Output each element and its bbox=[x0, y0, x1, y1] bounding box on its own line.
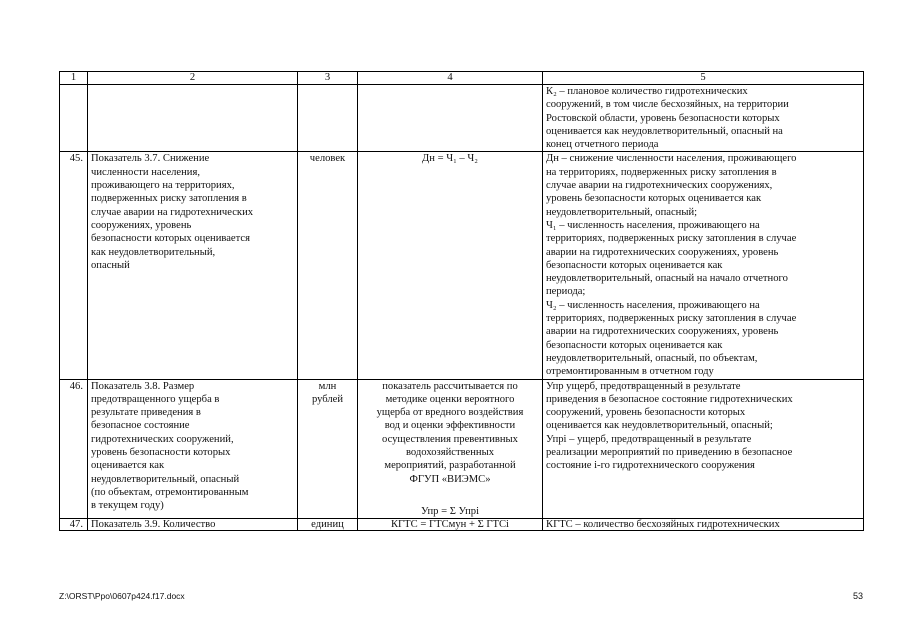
row-number: 45. bbox=[60, 152, 88, 379]
indicator-name: Показатель 3.9. Количество bbox=[88, 519, 298, 531]
formula: Упр = Σ Упрi bbox=[420, 505, 480, 517]
table-row bbox=[60, 519, 864, 531]
indicator-name: Показатель 3.8. Размер предотвращенного ущерба в результате приведения в безопасное состояние гидротехнических сооружений, уровень безопасности которых оценивается как неудовлетворительный, опасный (по объектам, отремонтированным в текущем году) bbox=[88, 379, 298, 519]
formula-method: показатель рассчитывается по методике оценки вероятного ущерба от вредного воздействия вод и оценки эффективности осуществления превентивных водохозяйственных мероприятий, разработанной ФГУП «ВИЭМС» bbox=[376, 380, 524, 485]
col-header-1: 1 bbox=[60, 72, 88, 85]
description: Дн – снижение численности населения, проживающего на территориях, подверженных риску затопления в случае аварии на гидротехнических сооружениях, уровень безопасности которых оценивается как неудовлетворительный, опасный; Ч₁ – численность населения, проживающего на территориях, подверженных риску затопления в случае аварии на гидротехнических сооружениях, уровень безопасности которых оценивается как неудовлетворительный, опасный на начало отчетного периода; Ч₂ – численность населения, проживающего на территориях, подверженных риску затопления в случае аварии на гидротехнических сооружениях, уровень безопасности которых оценивается как неудовлетворительный, опасный, по объектам, отремонтированным в отчетном году bbox=[543, 152, 864, 379]
data-table bbox=[59, 71, 864, 531]
table-row bbox=[60, 379, 864, 519]
description: КГТС – количество бесхозяйных гидротехнических bbox=[543, 519, 864, 531]
row-number: 46. bbox=[60, 379, 88, 519]
header-row bbox=[60, 72, 864, 85]
formula bbox=[358, 85, 543, 152]
col-header-2: 2 bbox=[88, 72, 298, 85]
unit: единиц bbox=[298, 519, 358, 531]
table-row bbox=[60, 152, 864, 379]
unit: человек bbox=[298, 152, 358, 379]
col-header-3: 3 bbox=[298, 72, 358, 85]
unit: млн рублей bbox=[298, 379, 358, 519]
row-number: 47. bbox=[60, 519, 88, 531]
page-number: 53 bbox=[852, 591, 863, 601]
table-row bbox=[60, 85, 864, 152]
description: К₂ – плановое количество гидротехнических сооружений, в том числе бесхозяйных, на территории Ростовской области, уровень безопасности которых оценивается как неудовлетворительный, опасный на конец отчетного периода bbox=[543, 85, 864, 152]
formula: КГТС = ГТСмун + Σ ГТСi bbox=[358, 519, 543, 531]
description: Упр ущерб, предотвращенный в результате приведения в безопасное состояние гидротехнических сооружений, уровень безопасности которых оценивается как неудовлетворительный, опасный; Упрi – ущерб, предотвращенный в результате реализации мероприятий по приведению в безопасное состояние i-го гидротехнического сооружения bbox=[543, 379, 864, 519]
col-header-5: 5 bbox=[543, 72, 864, 85]
formula: Дн = Ч₁ – Ч₂ bbox=[358, 152, 543, 379]
indicator-name: Показатель 3.7. Снижение численности населения, проживающего на территориях, подверженных риску затопления в случае аварии на гидротехнических сооружениях, уровень безопасности которых оценивается как неудовлетворительный, опасный bbox=[88, 152, 298, 379]
row-number bbox=[60, 85, 88, 152]
document-path: Z:\ORST\Ppo\0607p424.f17.docx bbox=[59, 591, 185, 601]
unit bbox=[298, 85, 358, 152]
formula-cell bbox=[358, 379, 543, 519]
indicator-name bbox=[88, 85, 298, 152]
col-header-4: 4 bbox=[358, 72, 543, 85]
